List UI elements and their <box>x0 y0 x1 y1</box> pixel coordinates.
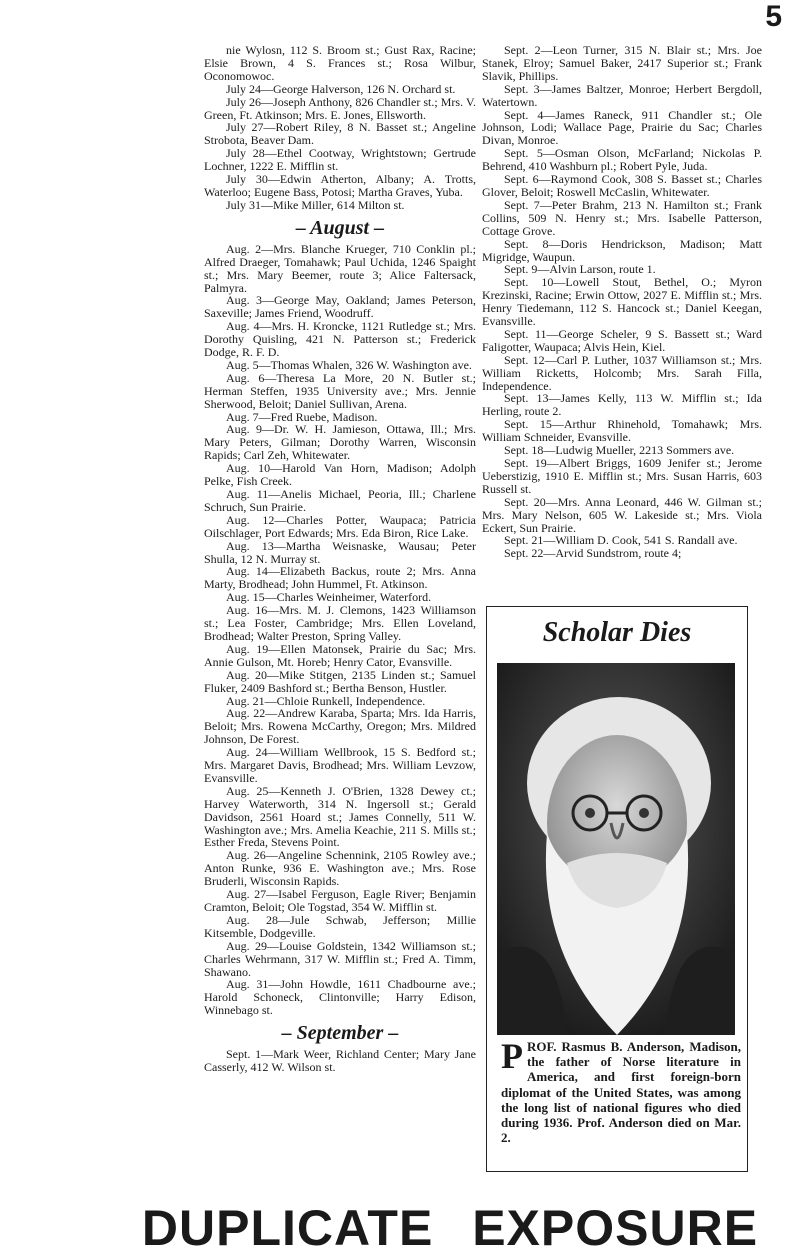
obituary-entry: Aug. 4—Mrs. H. Kroncke, 1121 Rutledge st.; Mrs. Dorothy Quisling, 421 N. Patterson st.; Frederick Dodge, R. F. D. <box>204 319 476 360</box>
obituary-entry: Aug. 21—Chloie Runkell, Independence. <box>226 693 426 708</box>
left-entries-august <box>204 243 476 1017</box>
portrait-photo <box>497 663 735 1035</box>
obituary-entry: Sept. 10—Lowell Stout, Bethel, O.; Myron Krezinski, Racine; Erwin Ottow, 2027 E. Mifflin st.; Mrs. Henry Tiedemann, 112 S. Hancock st.; Daniel Keegan, Evansville. <box>482 275 762 329</box>
obituary-entry: July 30—Edwin Atherton, Albany; A. Trotts, Waterloo; Eugene Bass, Potosi; Martha Graves, Yuba. <box>204 172 476 199</box>
obituary-entry: Aug. 24—William Wellbrook, 15 S. Bedford st.; Mrs. Margaret Davis, Brodhead; Mrs. William Levzow, Evansville. <box>204 745 476 785</box>
obituary-entry: July 31—Mike Miller, 614 Milton st. <box>226 197 405 212</box>
left-entries-september <box>204 1048 476 1074</box>
caption-text: ROF. Rasmus B. Anderson, Madison, the father of Norse literature in America, and first foreign-born diplomat of the United States, was among the long list of national figures who died during 1936. Prof. Anderson died on Mar. 2. <box>501 1039 741 1146</box>
obituary-entry: Aug. 13—Martha Weisnaske, Wausau; Peter Shulla, 12 N. Murray st. <box>204 538 476 566</box>
obituary-entry: Aug. 5—Thomas Whalen, 326 W. Washington ave. <box>226 357 472 372</box>
obituary-entry: July 24—George Halverson, 126 N. Orchard st. <box>226 81 456 96</box>
obituary-entry: Sept. 8—Doris Hendrickson, Madison; Matt Migridge, Waupun. <box>482 236 762 264</box>
obituary-entry: Sept. 21—William D. Cook, 541 S. Randall ave. <box>504 533 738 548</box>
obituary-entry: Aug. 7—Fred Ruebe, Madison. <box>226 409 378 424</box>
september-heading: – September – <box>281 1022 399 1045</box>
obituary-entry: Sept. 19—Albert Briggs, 1609 Jenifer st.; Jerome Ueberstizig, 1910 E. Mifflin st.; Mrs. Susan Harris, 603 Russell st. <box>482 456 762 496</box>
obituary-entry: July 26—Joseph Anthony, 826 Chandler st.; Mrs. V. Green, Ft. Atkinson; Mrs. E. Jones, Ellsworth. <box>204 94 476 122</box>
obituary-entry: Sept. 20—Mrs. Anna Leonard, 446 W. Gilman st.; Mrs. Mary Nelson, 605 W. Lakeside st.; Mrs. Viola Eckert, Sun Prairie. <box>482 494 762 535</box>
obituary-entry: Aug. 16—Mrs. M. J. Clemons, 1423 Williamson st.; Lea Foster, Cambridge; Mrs. Ellen Loveland, Brodhead; Walter Preston, Spring Valley. <box>204 603 476 643</box>
photo-box-title: Scholar Dies <box>542 617 692 648</box>
duplicate-exposure-banner: DUPLICATE EXPOSURE <box>120 1196 780 1259</box>
obituary-entry: Sept. 15—Arthur Rhinehold, Tomahawk; Mrs. William Schneider, Evansville. <box>482 417 762 445</box>
obituary-entry: Aug. 25—Kenneth J. O'Brien, 1328 Dewey ct.; Harvey Waterworth, 314 N. Ingersoll st.; Gerald Davidson, 2561 Hoard st.; James Connelly, 511 W. Washington ave.; Mrs. Amelia Keachie, 211 S. Mills st.; Esther Freda, Stevens Point. <box>204 783 476 850</box>
obituary-entry: July 28—Ethel Cootway, Wrightstown; Gertrude Lochner, 1222 E. Mifflin st. <box>204 146 476 174</box>
obituary-entry: Sept. 6—Raymond Cook, 308 S. Basset st.; Charles Glover, Beloit; Roswell McCaslin, Whitewater. <box>482 172 762 199</box>
obituary-entry: Sept. 4—James Raneck, 911 Chandler st.; Ole Johnson, Lodi; Wallace Page, Prairie du Sac; Charles Divan, Monroe. <box>482 107 762 148</box>
right-column <box>482 44 762 560</box>
obituary-entry: Sept. 22—Arvid Sundstrom, route 4; <box>504 546 682 561</box>
obituary-entry: Aug. 20—Mike Stitgen, 2135 Linden st.; Samuel Fluker, 2409 Bashford st.; Bertha Benson, Hustler. <box>204 667 476 695</box>
obituary-entry: Aug. 14—Elizabeth Backus, route 2; Mrs. Anna Marty, Brodhead; John Hummel, Ft. Atkinson. <box>204 564 476 592</box>
obituary-entry: Sept. 13—James Kelly, 113 W. Mifflin st.; Ida Herling, route 2. <box>482 391 762 419</box>
obituary-entry: Aug. 19—Ellen Matonsek, Prairie du Sac; Mrs. Annie Gulson, Mt. Horeb; Henry Cator, Evansville. <box>204 641 476 669</box>
obituary-entry: Aug. 29—Louise Goldstein, 1342 Williamson st.; Charles Wehrmann, 317 W. Mifflin st.; Fred A. Timm, Shawano. <box>204 938 476 979</box>
left-entries-top <box>204 44 476 212</box>
obituary-entry: Sept. 3—James Baltzer, Monroe; Herbert Bergdoll, Watertown. <box>482 81 762 109</box>
right-entries <box>482 44 762 560</box>
obituary-entry: Aug. 22—Andrew Karaba, Sparta; Mrs. Ida Harris, Beloit; Mrs. Rowena McCarthy, Oregon; Mrs. Mildred Johnson, De Forest. <box>204 706 476 747</box>
obituary-entry: Sept. 18—Ludwig Mueller, 2213 Sommers ave. <box>504 443 735 458</box>
obituary-entry: Sept. 7—Peter Brahm, 213 N. Hamilton st.; Frank Collins, 509 N. Henry st.; Mrs. Isabelle Patterson, Cottage Grove. <box>482 197 762 238</box>
obituary-entry: Sept. 1—Mark Weer, Richland Center; Mary Jane Casserly, 412 W. Wilson st. <box>204 1047 476 1075</box>
obituary-entry: Aug. 12—Charles Potter, Waupaca; Patricia Oilschlager, Port Edwards; Mrs. Eda Biron, Rice Lake. <box>204 512 476 540</box>
obituary-entry: Aug. 28—Jule Schwab, Jefferson; Millie Kitsemble, Dodgeville. <box>204 912 476 940</box>
obituary-entry: Sept. 12—Carl P. Luther, 1037 Williamson st.; Mrs. William Ricketts, Holcomb; Mrs. Sarah Filla, Independence. <box>482 352 762 393</box>
scholar-dies-box <box>486 606 748 1172</box>
obituary-entry: Aug. 3—George May, Oakland; James Peterson, Saxeville; James Friend, Woodruff. <box>204 293 476 321</box>
page-number: 5 <box>765 0 782 33</box>
obituary-entry: Aug. 31—John Howdle, 1611 Chadbourne ave.; Harold Schoneck, Clintonville; Harry Edison, Winnebago st. <box>204 977 476 1018</box>
obituary-entry: Sept. 2—Leon Turner, 315 N. Blair st.; Mrs. Joe Stanek, Elroy; Samuel Baker, 2417 Superior st.; Frank Slavik, Phillips. <box>482 43 762 83</box>
obituary-entry: Aug. 27—Isabel Ferguson, Eagle River; Benjamin Cramton, Beloit; Ole Togstad, 354 W. Mifflin st. <box>204 887 476 914</box>
obituary-entry: Aug. 11—Anelis Michael, Peoria, Ill.; Charlene Schruch, Sun Prairie. <box>204 487 476 514</box>
obituary-entry: Aug. 2—Mrs. Blanche Krueger, 710 Conklin pl.; Alfred Draeger, Tomahawk; Paul Uchida, 1246 Spaight st.; Mrs. Mary Beemer, route 3; Alice Faltersack, Palmyra. <box>204 241 476 295</box>
obituary-entry: Aug. 9—Dr. W. H. Jamieson, Ottawa, Ill.; Mrs. Mary Peters, Gilman; Dorothy Warren, Wisconsin Rapids; Carl Zeh, Whitewater. <box>204 422 476 463</box>
obituary-entry: Aug. 10—Harold Van Horn, Madison; Adolph Pelke, Fish Creek. <box>204 461 476 489</box>
left-column <box>204 44 476 1074</box>
obituary-entry: Aug. 15—Charles Weinheimer, Waterford. <box>226 590 432 605</box>
obituary-entry: nie Wylosn, 112 S. Broom st.; Gust Rax, Racine; Elsie Brown, 4 S. Frances st.; Rosa Wilbur, Oconomowoc. <box>204 43 476 83</box>
obituary-entry: July 27—Robert Riley, 8 N. Basset st.; Angeline Strobota, Beaver Dam. <box>204 120 476 148</box>
obituary-entry: Aug. 26—Angeline Schennink, 2105 Rowley ave.; Anton Runke, 936 E. Washington ave.; Mrs. Rose Bruderli, Wisconsin Rapids. <box>204 848 476 889</box>
obituary-entry: Aug. 6—Theresa La More, 20 N. Butler st.; Herman Steffen, 1935 University ave.; Mrs. Jennie Sherwood, Beloit; Daniel Sullivan, Arena. <box>204 370 476 411</box>
obituary-entry: Sept. 9—Alvin Larson, route 1. <box>504 262 656 277</box>
caption-dropcap: P <box>501 1036 523 1076</box>
photo-caption <box>501 1036 741 1146</box>
obituary-entry: Sept. 5—Osman Olson, McFarland; Nickolas P. Behrend, 410 Washburn pl.; Robert Pyle, Juda. <box>482 146 762 174</box>
august-heading: – August – <box>295 216 385 239</box>
obituary-entry: Sept. 11—George Scheler, 9 S. Bassett st.; Ward Faligotter, Waupaca; Alvis Hein, Kiel. <box>482 326 762 354</box>
